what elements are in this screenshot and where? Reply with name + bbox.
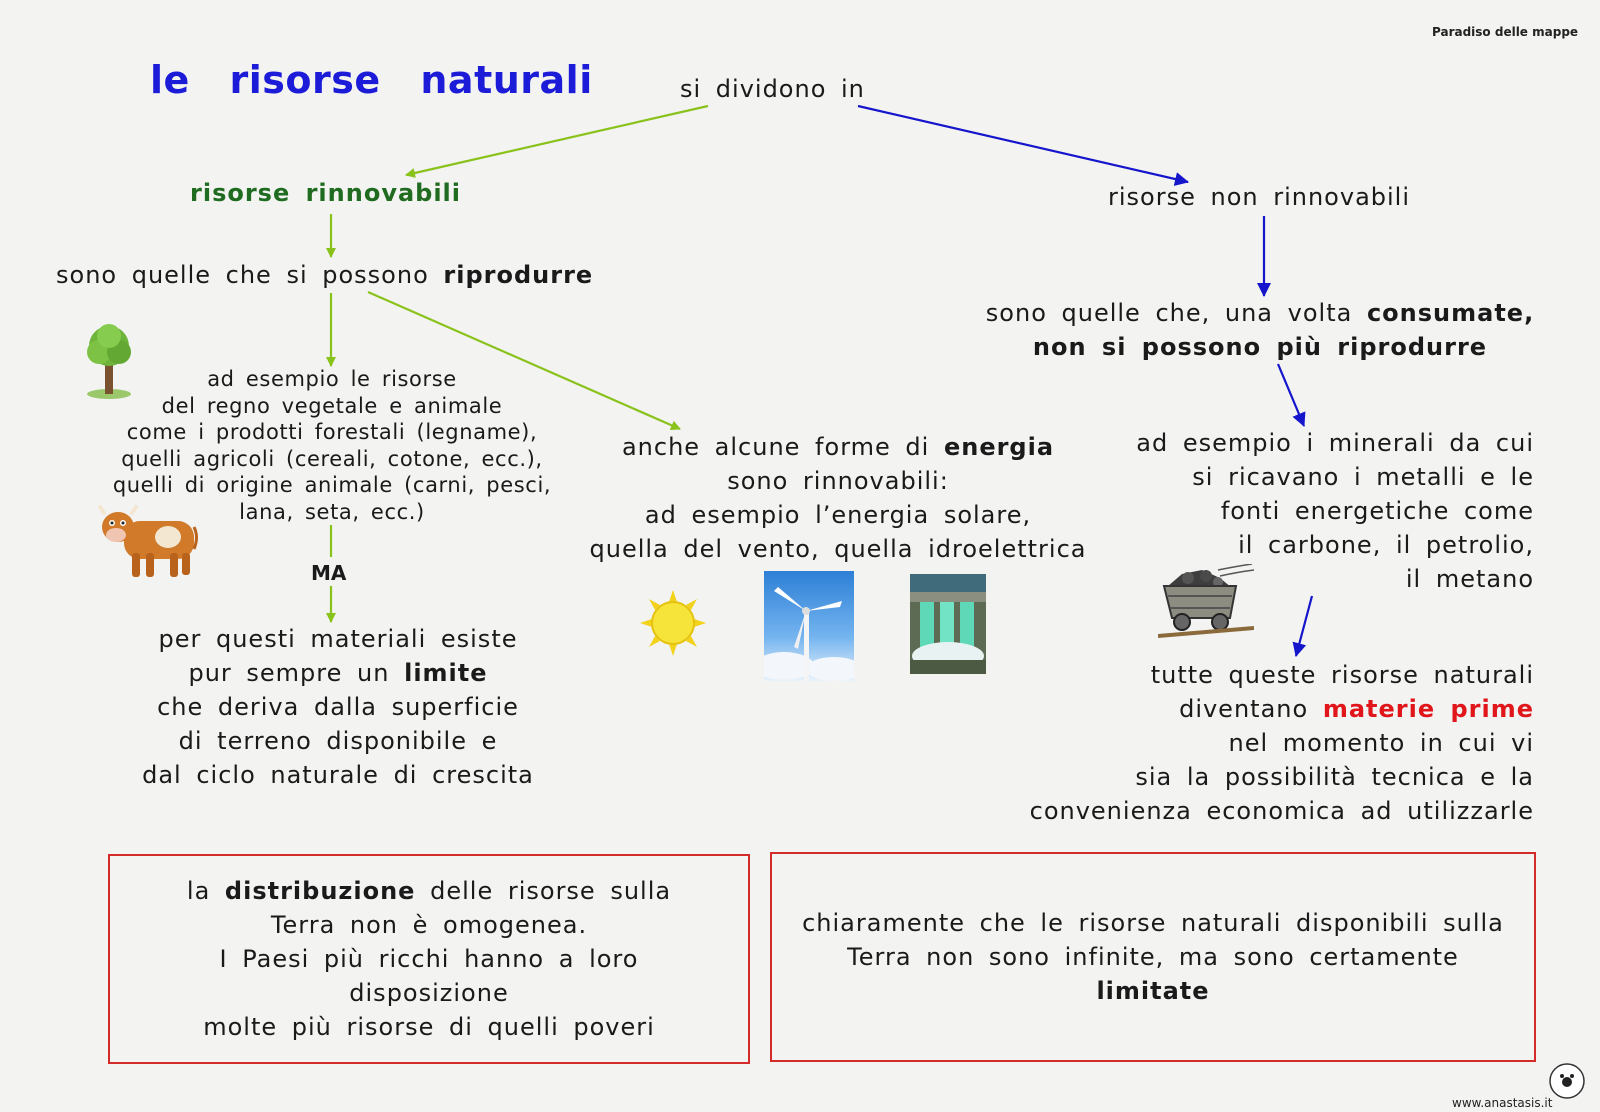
tree-icon	[84, 322, 134, 400]
raw-materials-node	[1010, 658, 1534, 828]
limit-bold: limite	[404, 659, 488, 687]
dist-bold: distribuzione	[224, 877, 416, 905]
ma-label: MA	[311, 561, 347, 585]
renewable-heading: risorse rinnovabili	[190, 179, 462, 207]
renewable-definition-text: sono quelle che si possono	[56, 261, 429, 289]
coal-cart-icon	[1158, 564, 1254, 640]
distribution-text	[187, 874, 671, 1044]
distribution-box	[108, 854, 750, 1064]
energy-line-1	[578, 430, 1098, 464]
example-line: come i prodotti forestali (legname),	[126, 420, 538, 444]
arrow-root-to-renewable	[406, 106, 708, 175]
raw-line-5: convenienza economica ad utilizzarle	[1029, 797, 1534, 825]
nr-def-line-1-text: sono quelle che, una volta	[985, 299, 1353, 327]
sun-icon	[640, 590, 706, 656]
nonrenewable-heading: risorse non rinnovabili	[1108, 183, 1411, 211]
example-line: ad esempio le risorse	[207, 367, 457, 391]
arrow-root-to-nonrenewable	[858, 106, 1188, 182]
raw-line-2-text: diventano	[1179, 695, 1309, 723]
limit-line-2	[118, 656, 558, 690]
dist-line-1-a: la	[186, 877, 211, 905]
nr-def-bold-1: consumate,	[1366, 299, 1535, 327]
raw-line-3: nel momento in cui vi	[1228, 729, 1534, 757]
lim-line-1: chiaramente che le risorse naturali disponibili sulla	[802, 909, 1504, 937]
nr-def-line-1	[970, 296, 1550, 330]
example-line: del regno vegetale e animale	[161, 393, 503, 418]
arrow-examples-to-raw-materials	[1296, 596, 1312, 656]
energy-line-2: sono rinnovabili:	[727, 467, 949, 495]
renewable-limit	[118, 622, 558, 792]
site-url: www.anastasis.it	[1452, 1096, 1553, 1110]
nr-ex-line-1: ad esempio i minerali da cui	[1136, 429, 1534, 457]
raw-materials-red: materie prime	[1322, 695, 1534, 723]
raw-line-2	[1010, 692, 1534, 726]
supermappe-logo-icon	[1548, 1062, 1586, 1100]
nr-ex-line-3: fonti energetiche come	[1220, 497, 1534, 525]
brand-label: Paradiso delle mappe	[1432, 25, 1579, 39]
nr-def-line-2: non si possono più riprodurre	[1032, 333, 1488, 361]
raw-line-1: tutte queste risorse naturali	[1150, 661, 1534, 689]
dam-icon	[910, 574, 986, 674]
dist-line-1	[187, 874, 671, 908]
energy-bold: energia	[943, 433, 1055, 461]
dist-line-4: disposizione	[349, 979, 509, 1007]
renewable-examples	[92, 366, 572, 525]
limit-line-1: per questi materiali esiste	[158, 625, 518, 653]
raw-line-4: sia la possibilità tecnica e la	[1135, 763, 1534, 791]
page-title: le risorse naturali	[150, 58, 593, 102]
renewable-definition	[56, 258, 593, 292]
limited-box	[770, 852, 1536, 1062]
limited-text	[802, 906, 1504, 1008]
example-line: quelli di origine animale (carni, pesci,	[112, 473, 552, 497]
dist-line-1-b: delle risorse sulla	[430, 877, 672, 905]
nr-ex-line-2: si ricavano i metalli e le	[1192, 463, 1534, 491]
renewable-definition-bold: riprodurre	[443, 261, 594, 289]
dist-line-5: molte più risorse di quelli poveri	[203, 1013, 655, 1041]
cow-icon	[98, 503, 200, 581]
nr-ex-line-4: il carbone, il petrolio,	[1238, 531, 1534, 559]
example-line: lana, seta, ecc.)	[239, 499, 425, 524]
energy-line-4: quella del vento, quella idroelettrica	[589, 535, 1087, 563]
lim-line-2: Terra non sono infinite, ma sono certamente	[847, 943, 1459, 971]
limit-line-2-text: pur sempre un	[188, 659, 390, 687]
limit-line-5: dal ciclo naturale di crescita	[142, 761, 534, 789]
dist-line-3: I Paesi più ricchi hanno a loro	[219, 945, 639, 973]
nr-ex-line-5: il metano	[1405, 565, 1534, 593]
limit-line-4: di terreno disponibile e	[178, 727, 498, 755]
nonrenewable-definition	[970, 296, 1550, 364]
limit-line-3: che deriva dalla superficie	[157, 693, 519, 721]
lim-bold: limitate	[1096, 977, 1210, 1005]
energy-line-1-text: anche alcune forme di	[621, 433, 930, 461]
root-node: si dividono in	[680, 75, 865, 103]
wind-turbine-icon	[764, 571, 854, 681]
energy-node	[578, 430, 1098, 566]
example-line: quelli agricoli (cereali, cotone, ecc.),	[121, 446, 543, 471]
energy-line-3: ad esempio l’energia solare,	[644, 501, 1032, 529]
arrow-definition-to-examples-right	[1278, 364, 1304, 426]
dist-line-2: Terra non è omogenea.	[270, 911, 588, 939]
